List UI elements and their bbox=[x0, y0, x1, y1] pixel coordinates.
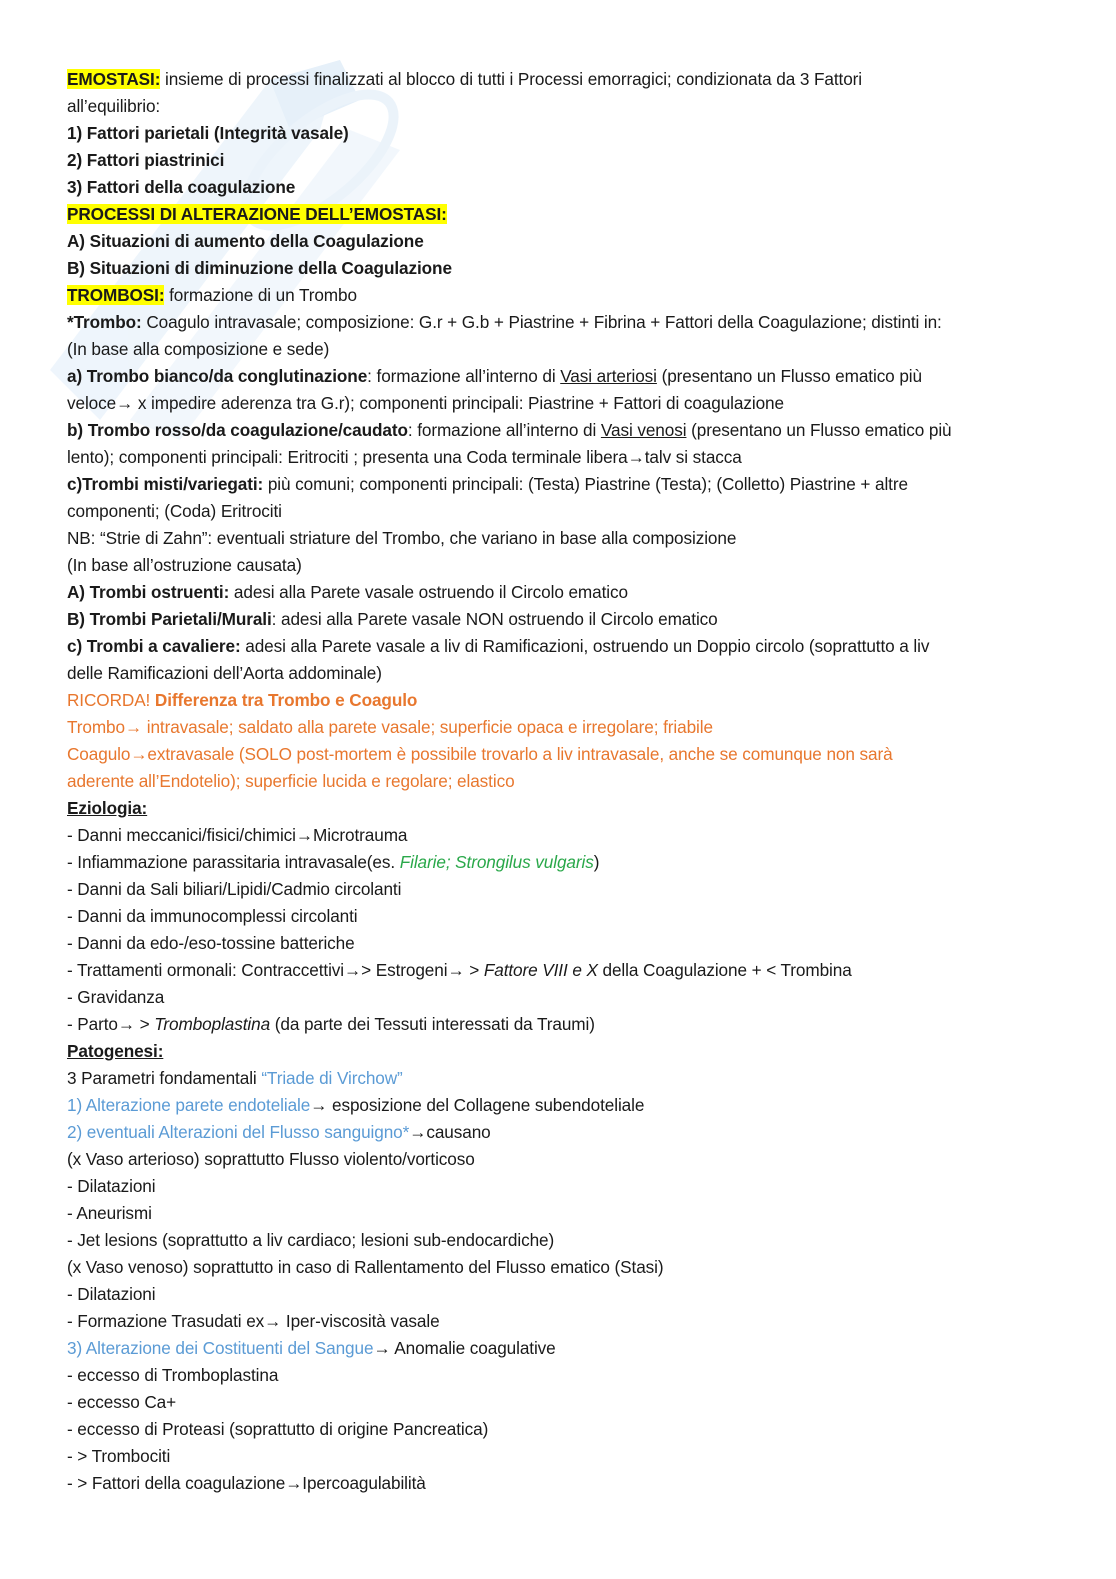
line: - Gravidanza bbox=[67, 987, 165, 1007]
line: TROMBOSI: formazione di un Trombo bbox=[67, 285, 357, 305]
line: (x Vaso venoso) soprattutto in caso di Rallentamento del Flusso ematico (Stasi) bbox=[67, 1257, 664, 1277]
line: all’equilibrio: bbox=[67, 96, 161, 116]
line: - eccesso di Proteasi (soprattutto di origine Pancreatica) bbox=[67, 1419, 489, 1439]
line: - > Fattori della coagulazione→Ipercoagulabilità bbox=[67, 1473, 426, 1493]
line: veloce→ x impedire aderenza tra G.r); componenti principali: Piastrine + Fattori di coagulazione bbox=[67, 393, 784, 413]
line bbox=[67, 201, 1057, 228]
line: aderente all’Endotelio); superficie lucida e regolare; elastico bbox=[67, 771, 515, 791]
line: (In base alla composizione e sede) bbox=[67, 339, 330, 359]
line bbox=[67, 795, 1057, 822]
heading-processi: PROCESSI DI ALTERAZIONE DELL’EMOSTASI: bbox=[67, 204, 447, 224]
arrow-icon: → bbox=[285, 1473, 303, 1493]
line: EMOSTASI: insieme di processi finalizzati al blocco di tutti i Processi emorragici; condizionata da 3 Fattori bbox=[67, 69, 863, 89]
line: a) Trombo bianco/da conglutinazione: formazione all’interno di Vasi arteriosi (presentano un Flusso ematico più bbox=[67, 366, 922, 386]
line: 2) eventuali Alterazioni del Flusso sanguigno*→causano bbox=[67, 1122, 491, 1142]
line: - Aneurismi bbox=[67, 1203, 152, 1223]
line: c) Trombi a cavaliere: adesi alla Parete vasale a liv di Ramificazioni, ostruendo un Doppio circolo (soprattutto a liv bbox=[67, 636, 930, 656]
document-body bbox=[67, 66, 1057, 1497]
line: NB: “Strie di Zahn”: eventuali striature del Trombo, che variano in base alla composizione bbox=[67, 528, 737, 548]
line: - eccesso Ca+ bbox=[67, 1392, 177, 1412]
line: - Danni da Sali biliari/Lipidi/Cadmio circolanti bbox=[67, 879, 402, 899]
line: A) Trombi ostruenti: adesi alla Parete vasale ostruendo il Circolo ematico bbox=[67, 582, 628, 602]
arrow-icon: → bbox=[130, 744, 148, 764]
line: - Dilatazioni bbox=[67, 1284, 156, 1304]
line: - Infiammazione parassitaria intravasale(es. Filarie; Strongilus vulgaris) bbox=[67, 852, 600, 872]
arrow-icon: → bbox=[409, 1122, 427, 1142]
line: 1) Fattori parietali (Integrità vasale) bbox=[67, 123, 349, 143]
heading-eziologia: Eziologia: bbox=[67, 798, 148, 818]
line: Coagulo→extravasale (SOLO post-mortem è possibile trovarlo a liv intravasale, anche se comunque non sarà bbox=[67, 744, 893, 764]
line: B) Trombi Parietali/Murali: adesi alla Parete vasale NON ostruendo il Circolo ematico bbox=[67, 609, 718, 629]
line: - Jet lesions (soprattutto a liv cardiaco; lesioni sub-endocardiche) bbox=[67, 1230, 555, 1250]
line: Trombo→ intravasale; saldato alla parete vasale; superficie opaca e irregolare; friabile bbox=[67, 717, 713, 737]
line: (In base all’ostruzione causata) bbox=[67, 555, 302, 575]
line: componenti; (Coda) Eritrociti bbox=[67, 501, 282, 521]
arrow-icon: → bbox=[264, 1311, 282, 1331]
arrow-icon: → bbox=[344, 960, 362, 980]
line: B) Situazioni di diminuzione della Coagulazione bbox=[67, 258, 452, 278]
arrow-icon: → bbox=[447, 960, 465, 980]
line: *Trombo: Coagulo intravasale; composizione: G.r + G.b + Piastrine + Fibrina + Fattori della Coagulazione; distinti in: bbox=[67, 312, 942, 332]
line: - Dilatazioni bbox=[67, 1176, 156, 1196]
heading-patogenesi: Patogenesi: bbox=[67, 1041, 164, 1061]
line: - > Trombociti bbox=[67, 1446, 171, 1466]
line: b) Trombo rosso/da coagulazione/caudato: formazione all’interno di Vasi venosi (presentano un Flusso ematico più bbox=[67, 420, 952, 440]
arrow-icon: → bbox=[295, 825, 313, 845]
line: RICORDA! Differenza tra Trombo e Coagulo bbox=[67, 690, 418, 710]
arrow-icon: → bbox=[310, 1095, 328, 1115]
heading-trombosi: TROMBOSI: bbox=[67, 285, 165, 305]
line bbox=[67, 1038, 1057, 1065]
line: A) Situazioni di aumento della Coagulazione bbox=[67, 231, 424, 251]
line: 3) Alterazione dei Costituenti del Sangue→ Anomalie coagulative bbox=[67, 1338, 556, 1358]
arrow-icon: → bbox=[373, 1338, 391, 1358]
line: 3) Fattori della coagulazione bbox=[67, 177, 296, 197]
arrow-icon: → bbox=[124, 717, 143, 737]
arrow-icon: → bbox=[116, 393, 134, 413]
line: - Danni meccanici/fisici/chimici→Microtrauma bbox=[67, 825, 408, 845]
line: - Parto→ > Tromboplastina (da parte dei Tessuti interessati da Traumi) bbox=[67, 1014, 595, 1034]
line: - Danni da immunocomplessi circolanti bbox=[67, 906, 358, 926]
arrow-icon: → bbox=[627, 447, 645, 467]
line: (x Vaso arterioso) soprattutto Flusso violento/vorticoso bbox=[67, 1149, 475, 1169]
line: - Formazione Trasudati ex→ Iper-viscosità vasale bbox=[67, 1311, 440, 1331]
line: lento); componenti principali: Eritrociti ; presenta una Coda terminale libera→talv si stacca bbox=[67, 447, 742, 467]
line: - Danni da edo-/eso-tossine batteriche bbox=[67, 933, 355, 953]
line: delle Ramificazioni dell’Aorta addominale) bbox=[67, 663, 382, 683]
line: 1) Alterazione parete endoteliale→ esposizione del Collagene subendoteliale bbox=[67, 1095, 645, 1115]
heading-emostasi: EMOSTASI: bbox=[67, 69, 161, 89]
line: - eccesso di Tromboplastina bbox=[67, 1365, 279, 1385]
line: 2) Fattori piastrinici bbox=[67, 150, 225, 170]
line: 3 Parametri fondamentali “Triade di Virchow” bbox=[67, 1068, 403, 1088]
line: c)Trombi misti/variegati: più comuni; componenti principali: (Testa) Piastrine (Testa); (Colletto) Piastrine + altre bbox=[67, 474, 908, 494]
line: - Trattamenti ormonali: Contraccettivi→> Estrogeni→ > Fattore VIII e X della Coagulazione + < Trombina bbox=[67, 960, 852, 980]
arrow-icon: → bbox=[117, 1014, 135, 1034]
